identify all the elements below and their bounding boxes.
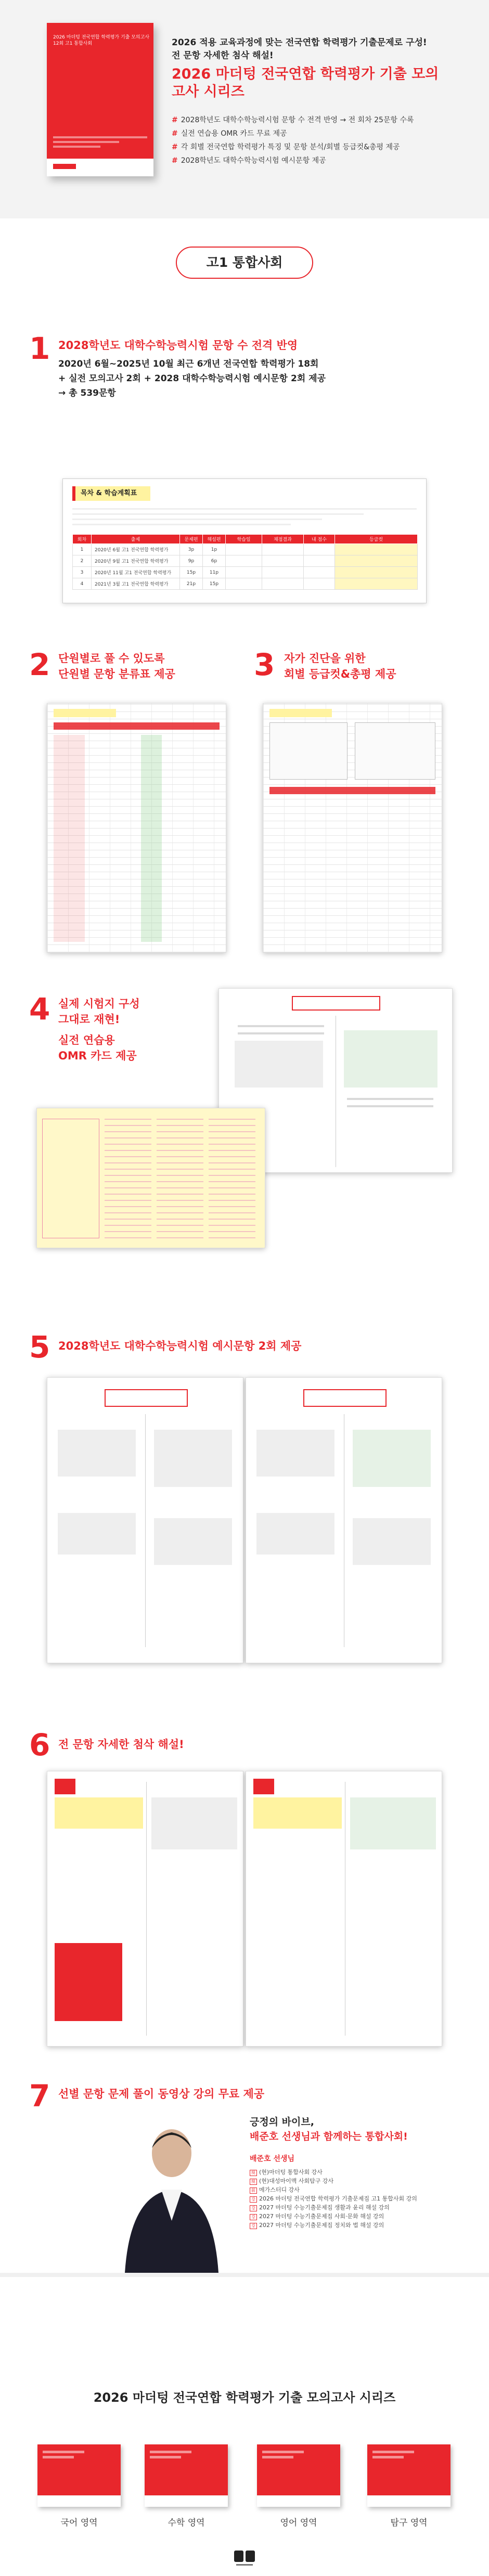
- lecture-item: 강 2027 마더텅 수능기출문제집 사회·문화 해설 강의: [250, 2212, 417, 2221]
- contents-table-card: [62, 478, 427, 603]
- section-heading: 그대로 재현!: [58, 1013, 120, 1026]
- hero-lead-line1: 2026 적용 교육과정에 맞는 전국연합 학력평가 기출문제로 구성!: [172, 37, 427, 48]
- solution-page-left: [47, 1771, 243, 2047]
- section-heading: 실전 연습용: [58, 1034, 115, 1046]
- series-title: 2026 마더텅 전국연합 학력평가 기출 모의고사 시리즈: [93, 2390, 396, 2405]
- hero-lead-line2: 전 문항 자세한 첨삭 해설!: [172, 50, 274, 61]
- area-label: 수학 영역: [168, 2518, 205, 2528]
- hero-feature: # 실전 연습용 OMR 카드 무료 제공: [172, 130, 287, 138]
- section-number: 3: [254, 647, 275, 682]
- hero-feature: # 각 회별 전국연합 학력평가 특징 및 문항 분석/회별 등급컷&총평 제공: [172, 143, 400, 151]
- book-cover: [47, 23, 153, 176]
- section-heading: 선별 문항 문제 풀이 동영상 강의 무료 제공: [58, 2088, 265, 2100]
- section-heading: 2028학년도 대학수학능력시험 문항 수 전격 반영: [58, 339, 298, 352]
- sample-question-page-left: [47, 1377, 243, 1663]
- solution-page-right: [246, 1771, 442, 2047]
- section-line: 2020년 6월~2025년 10월 최근 6개년 전국연합 학력평가 18회: [58, 359, 319, 369]
- book-korean: [37, 2444, 121, 2507]
- divider: [0, 2273, 489, 2277]
- section-number: 1: [29, 331, 50, 366]
- publisher-logo: [232, 2547, 257, 2568]
- lecture-list: [250, 2168, 417, 2230]
- section-heading: 2028학년도 대학수학능력시험 예시문항 2회 제공: [58, 1340, 302, 1352]
- hero-features: [172, 113, 414, 167]
- lecture-item: 現 (현)마더텅 통합사회 강사: [250, 2168, 417, 2177]
- subject-title: 고1 통합사회: [176, 247, 313, 279]
- contents-table: 회차 출제 문제편 해설편 학습일 채점결과 내 점수 등급컷 1 2020년 6월 고1 전국연합 학력평가 3p 1p 2 2020년 9월 고1 전국연합 학력평가 9p 6p 3 2020년 11월 고1 전국연합 학력평가 15p 11p 4 2021년 3월 고1 전국연합 학력평가 21p 15p: [72, 534, 418, 590]
- teacher-tagline-1: 긍정의 바이브,: [250, 2116, 314, 2128]
- book-cover-footer: [47, 159, 153, 176]
- lecture-item: 강 2027 마더텅 수능기출문제집 생활과 윤리 해설 강의: [250, 2203, 417, 2212]
- sample-question-page-right: [246, 1377, 442, 1663]
- lecture-item: 강 2027 마더텅 수능기출문제집 정치와 법 해설 강의: [250, 2221, 417, 2230]
- contents-banner: 목차 & 학습계획표: [72, 486, 150, 501]
- hero-lead: [172, 36, 427, 62]
- hero-banner: [0, 0, 489, 218]
- section-number: 5: [29, 1329, 50, 1365]
- section-number: 6: [29, 1727, 50, 1763]
- area-label: 탐구 영역: [390, 2518, 428, 2528]
- unit-classification-page: [47, 703, 226, 953]
- book-label: 2026 마더텅 전국연합 학력평가 기출 모의고사 12회 고1 통합사회: [53, 35, 150, 46]
- section-heading: 단원별 문항 분류표 제공: [58, 668, 175, 680]
- lecture-item: 강 2026 마더텅 전국연합 학력평가 기출문제집 고1 통합사회 강의: [250, 2194, 417, 2203]
- teacher-name: 배준호 선생님: [250, 2155, 295, 2163]
- teacher-tagline-2: 배준호 선생님과 함께하는 통합사회!: [250, 2131, 408, 2142]
- book-inquiry: [367, 2444, 451, 2507]
- hero-feature: # 2028학년도 대학수학능력시험 문항 수 전격 반영 → 전 회차 25문항 수록: [172, 116, 414, 124]
- section-heading: 전 문항 자세한 첨삭 해설!: [58, 1738, 184, 1751]
- hero-title: 2026 마더텅 전국연합 학력평가 기출 모의고사 시리즈: [172, 66, 439, 100]
- hero-feature: # 2028학년도 대학수학능력시험 예시문항 제공: [172, 157, 326, 165]
- book-math: [145, 2444, 228, 2507]
- section-heading: 단원별로 풀 수 있도록: [58, 652, 165, 665]
- lecture-item: 前 메가스터디 강사: [250, 2185, 417, 2194]
- section-number: 7: [29, 2078, 50, 2114]
- lecture-item: 現 (현)대성마이맥 사회탐구 강사: [250, 2177, 417, 2185]
- section-heading: 회별 등급컷&총평 제공: [284, 668, 396, 680]
- section-number: 4: [29, 991, 50, 1027]
- grade-cut-page: [263, 703, 442, 953]
- table-row: 2 2020년 9월 고1 전국연합 학력평가 9p 6p: [73, 555, 418, 567]
- teacher-photo: [109, 2117, 234, 2273]
- section-heading: 실제 시험지 구성: [58, 998, 140, 1010]
- book-english: [257, 2444, 340, 2507]
- section-heading: OMR 카드 제공: [58, 1050, 137, 1062]
- table-row: 1 2020년 6월 고1 전국연합 학력평가 3p 1p: [73, 544, 418, 555]
- section-heading: 자가 진단을 위한: [284, 652, 366, 665]
- section-number: 2: [29, 647, 50, 682]
- omr-card: [36, 1108, 265, 1248]
- area-label: 영어 영역: [280, 2518, 317, 2528]
- book-cover-lines: [53, 136, 147, 150]
- table-row: 4 2021년 3월 고1 전국연합 학력평가 21p 15p: [73, 578, 418, 590]
- table-row: 3 2020년 11월 고1 전국연합 학력평가 15p 11p: [73, 567, 418, 578]
- section-line: + 실전 모의고사 2회 + 2028 대학수학능력시험 예시문항 2회 제공: [58, 373, 326, 384]
- area-label: 국어 영역: [60, 2518, 98, 2528]
- teacher-illustration: [109, 2117, 234, 2273]
- section-line: → 총 539문항: [58, 388, 116, 398]
